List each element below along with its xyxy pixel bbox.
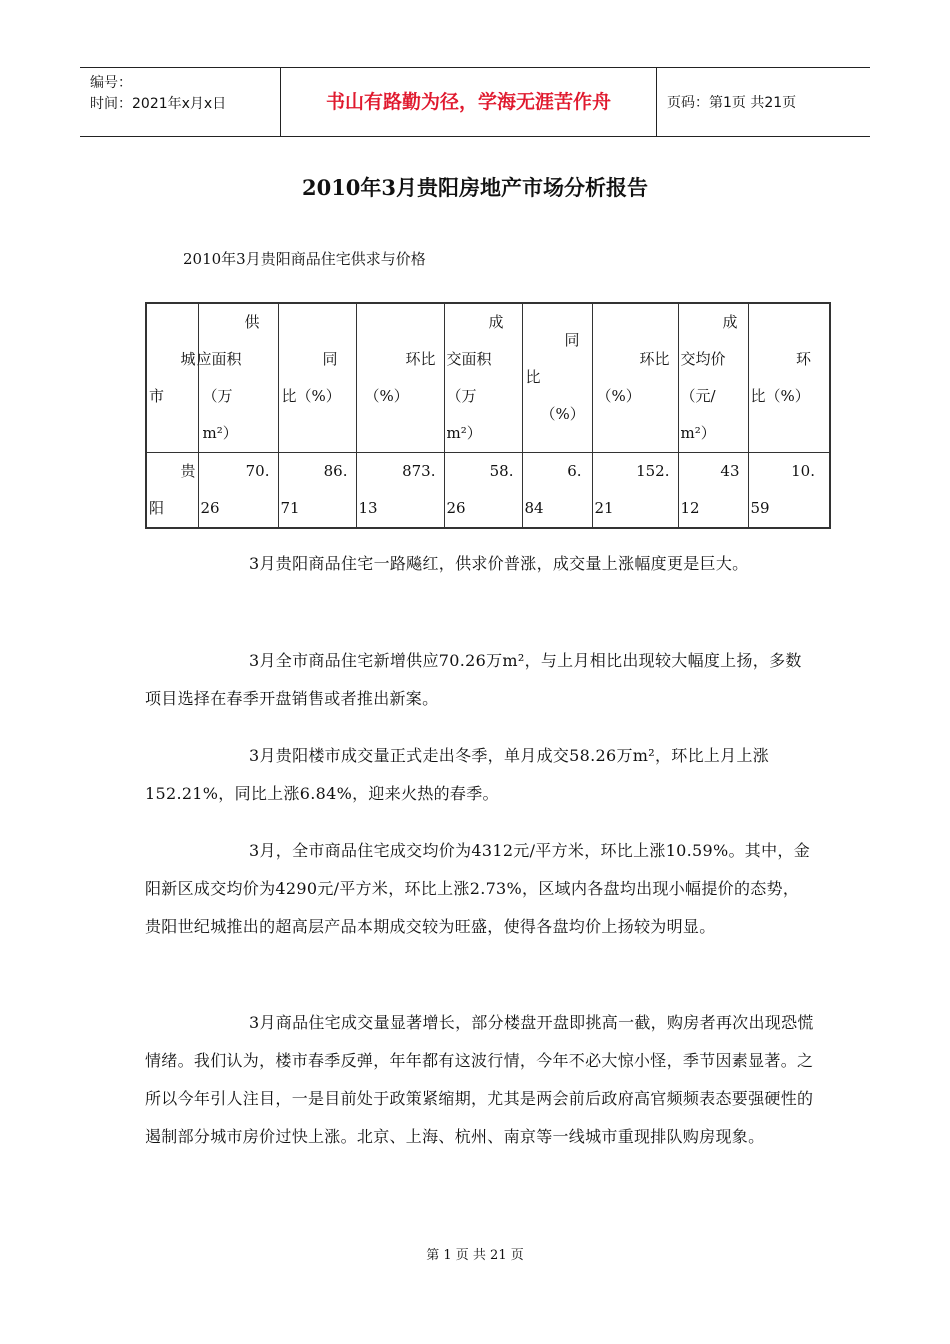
header-text: （%）: [596, 387, 641, 405]
header-cell-city: [146, 303, 198, 453]
cell-text: 13: [358, 499, 378, 517]
paragraph-5: 3月商品住宅成交量显著增长，部分楼盘开盘即挑高一截，购房者再次出现恐慌情绪。我们认为，楼市春季反弹，年年都有这波行情，今年不必大惊小怪，季节因素显著。之所以今年引人注目，一是目前处于政策紧缩期，尤其是两会前后政府高官频频表态要强硬性的遏制部分城市房价过快上涨。北京、上海、杭州、南京等一线城市重现排队购房现象。: [145, 1013, 814, 1146]
code-label: 编号：: [90, 75, 132, 91]
cell-text: 贵: [180, 462, 196, 480]
header-text: （万: [202, 387, 233, 405]
header-text: （元/: [680, 387, 716, 405]
paragraph-3: 3月贵阳楼市成交量正式走出冬季，单月成交58.26万m²，环比上月上涨152.21%，同比上涨6.84%，迎来火热的春季。: [145, 746, 770, 803]
cell-text: 58.: [489, 462, 514, 480]
header-text: 同: [322, 350, 338, 368]
paragraph-1: 3月贵阳商品住宅一路飚红，供求价普涨，成交量上涨幅度更是巨大。: [249, 554, 749, 573]
header-motto: 书山有路勤为径，学海无涯苦作舟: [280, 68, 657, 136]
header-text: 成: [488, 313, 504, 331]
cell-text: 10.: [791, 462, 815, 480]
table-cell: [444, 453, 522, 529]
document-header: [80, 67, 870, 137]
header-text: 城: [180, 350, 196, 368]
table-cell: [522, 453, 592, 529]
table-cell: [356, 453, 444, 529]
header-text: 环比: [639, 350, 670, 368]
page-footer: 第 1 页 共 21 页: [426, 1248, 524, 1263]
header-text: m²）: [202, 424, 238, 442]
time-label: 时间：2021年x月x日: [90, 96, 227, 112]
cell-text: 71: [280, 499, 300, 517]
cell-text: 59: [750, 499, 770, 517]
cell-text: 26: [200, 499, 220, 517]
header-text: 同: [564, 331, 580, 349]
supply-demand-price-table: [145, 302, 831, 529]
table-cell: [678, 453, 748, 529]
header-cell-deal-mom: [592, 303, 678, 453]
header-text: 环: [795, 350, 811, 368]
table-cell: [592, 453, 678, 529]
header-text: m²）: [680, 424, 716, 442]
header-text: （万: [446, 387, 477, 405]
header-text: m²）: [446, 424, 482, 442]
header-text: 环比: [405, 350, 436, 368]
table-cell: [748, 453, 830, 529]
header-text: 供: [244, 313, 260, 331]
header-text: （%）: [364, 387, 409, 405]
cell-text: 70.: [245, 462, 270, 480]
paragraph-2: 3月全市商品住宅新增供应70.26万m²，与上月相比出现较大幅度上扬，多数项目选择在春季开盘销售或者推出新案。: [145, 651, 802, 708]
section-subtitle: 2010年3月贵阳商品住宅供求与价格: [183, 250, 426, 268]
header-cell-supply-yoy: [278, 303, 356, 453]
header-cell-supply-area: [198, 303, 278, 453]
header-cell-supply-mom: [356, 303, 444, 453]
header-text: 应面积: [196, 350, 242, 368]
cell-text: 152.: [636, 462, 670, 480]
table-header-row: [146, 303, 830, 453]
header-cell-avg-price: [678, 303, 748, 453]
cell-text: 873.: [402, 462, 436, 480]
header-text: 比（%）: [750, 387, 810, 405]
cell-text: 阳: [149, 499, 165, 517]
cell-text: 84: [524, 499, 544, 517]
header-text: 比: [525, 368, 541, 386]
table-cell: [198, 453, 278, 529]
header-page-info: 页码：第1页 共21页: [667, 95, 797, 111]
cell-text: 12: [680, 499, 700, 517]
header-cell-price-mom: [748, 303, 830, 453]
header-text: （%）: [540, 405, 585, 423]
header-meta: [80, 68, 280, 136]
table-cell: [278, 453, 356, 529]
paragraph-4: 3月，全市商品住宅成交均价为4312元/平方米，环比上涨10.59%。其中，金阳新区成交均价为4290元/平方米，环比上涨2.73%，区域内各盘均出现小幅提价的态势，贵阳世纪城推出的超高层产品本期成交较为旺盛，使得各盘均价上扬较为明显。: [145, 841, 810, 936]
header-text: 成: [722, 313, 738, 331]
cell-text: 6.: [567, 462, 582, 480]
page-title: 2010年3月贵阳房地产市场分析报告: [301, 175, 649, 200]
header-text: 市: [149, 387, 165, 405]
header-text: 交均价: [680, 350, 726, 368]
header-text: 比（%）: [281, 387, 341, 405]
table-cell: [146, 453, 198, 529]
cell-text: 43: [720, 462, 740, 480]
header-cell-deal-area: [444, 303, 522, 453]
cell-text: 86.: [323, 462, 348, 480]
cell-text: 26: [446, 499, 466, 517]
cell-text: 21: [594, 499, 614, 517]
table-row-guiyang: [146, 453, 830, 529]
header-cell-deal-yoy: [522, 303, 592, 453]
header-text: 交面积: [446, 350, 492, 368]
